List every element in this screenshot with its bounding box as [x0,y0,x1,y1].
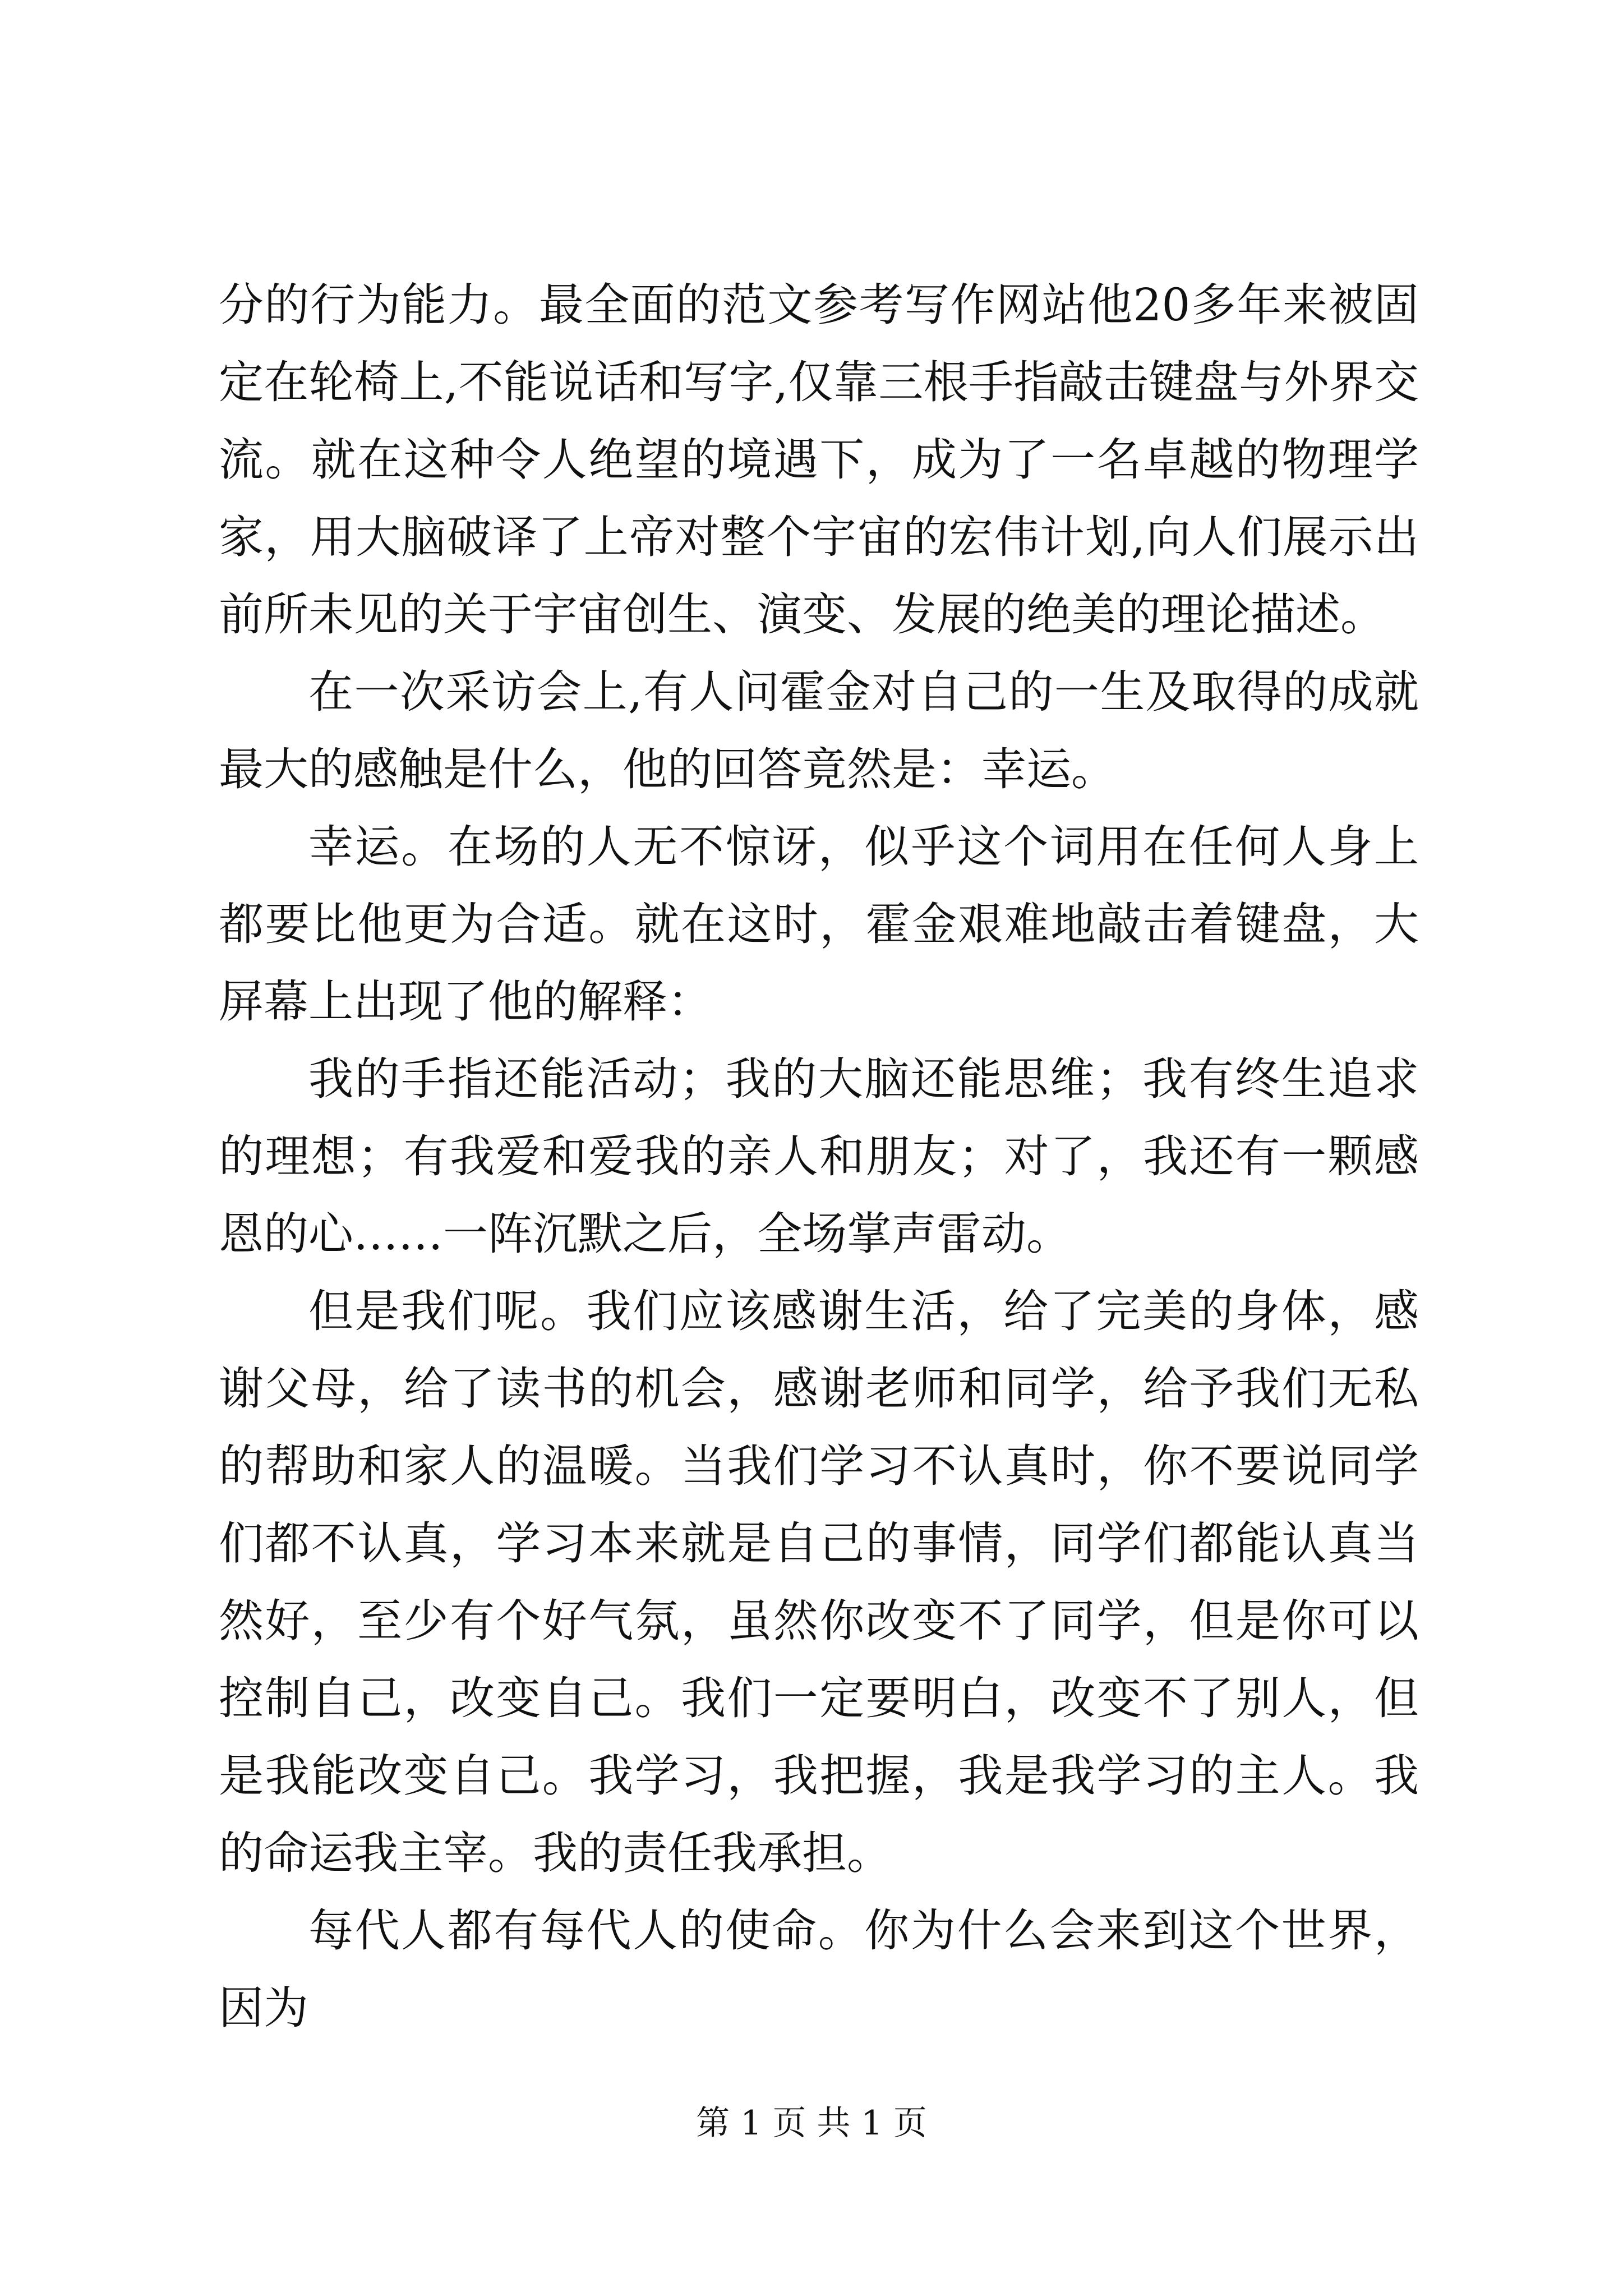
document-body [219,266,1419,2047]
paragraph: 但是我们呢。我们应该感谢生活，给了完美的身体，感谢父母，给了读书的机会，感谢老师和同学，给予我们无私的帮助和家人的温暖。当我们学习不认真时，你不要说同学们都不认真，学习本来就是自己的事情，同学们都能认真当然好，至少有个好气氛，虽然你改变不了同学，但是你可以控制自己，改变自己。我们一定要明白，改变不了别人，但是我能改变自己。我学习，我把握，我是我学习的主人。我的命运我主宰。我的责任我承担。 [219,1285,1419,1879]
paragraph: 我的手指还能活动；我的大脑还能思维；我有终生追求的理想；有我爱和爱我的亲人和朋友；对了，我还有一颗感恩的心……一阵沉默之后，全场掌声雷动。 [219,1053,1419,1260]
paragraph: 每代人都有每代人的使命。你为什么会来到这个世界，因为 [219,1904,1419,2034]
paragraph: 在一次采访会上,有人问霍金对自己的一生及取得的成就最大的感触是什么，他的回答竟然是：幸运。 [219,666,1419,795]
paragraph: 分的行为能力。最全面的范文参考写作网站他20多年来被固定在轮椅上,不能说话和写字,仅靠三根手指敲击键盘与外界交流。就在这种令人绝望的境遇下，成为了一名卓越的物理学家，用大脑破译了上帝对整个宇宙的宏伟计划,向人们展示出前所未见的关于宇宙创生、演变、发展的绝美的理论描述。 [219,279,1419,641]
paragraph: 幸运。在场的人无不惊讶，似乎这个词用在任何人身上都要比他更为合适。就在这时，霍金艰难地敲击着键盘，大屏幕上出现了他的解释： [219,821,1419,1028]
page-footer: 第 1 页 共 1 页 [696,2104,927,2143]
